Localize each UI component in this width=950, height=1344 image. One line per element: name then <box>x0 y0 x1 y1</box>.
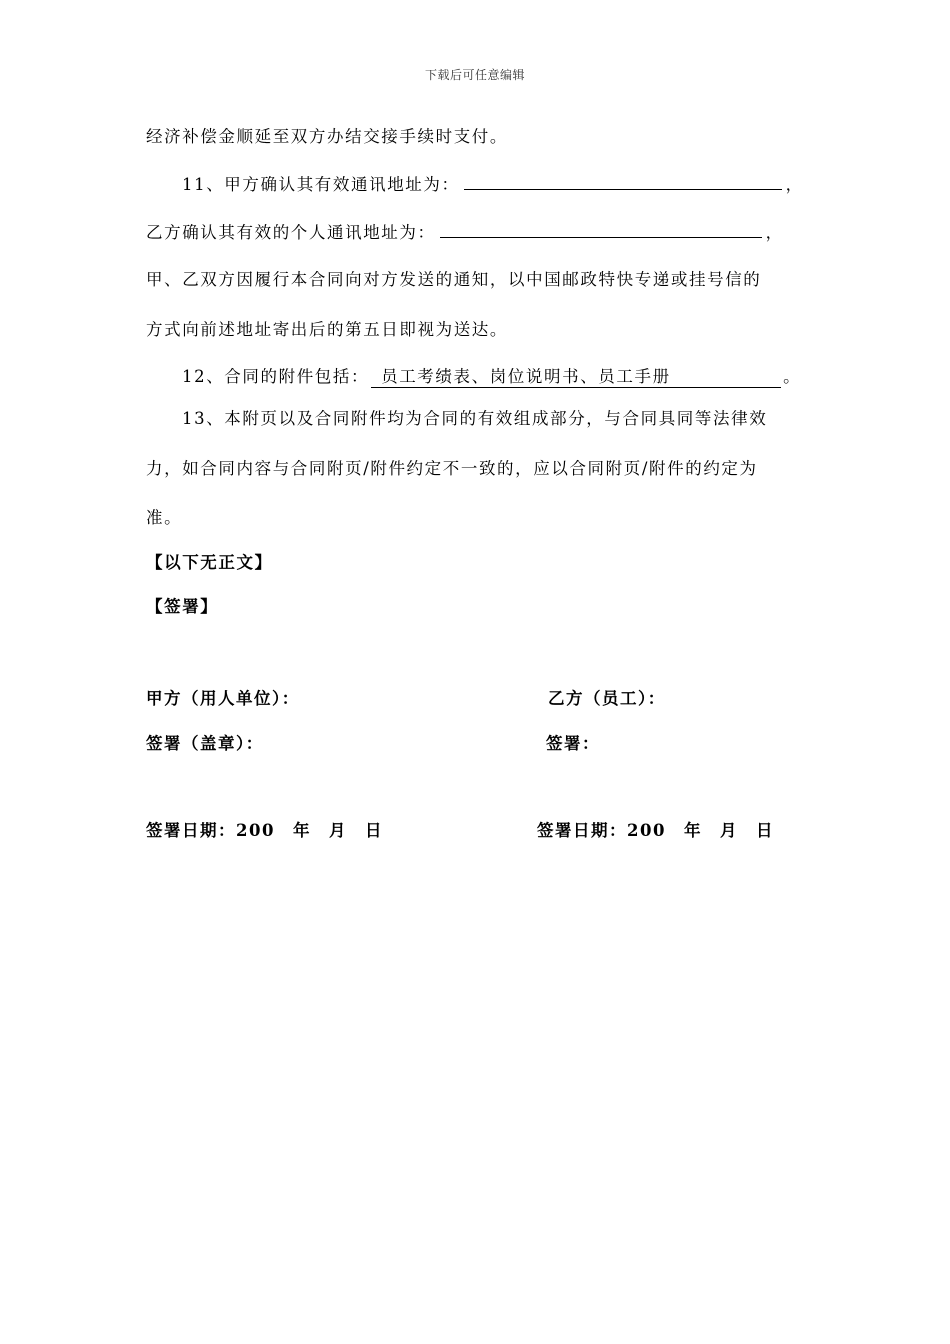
period: 。 <box>783 367 802 386</box>
clause-12-line <box>182 367 801 388</box>
party-a-label: 甲方（用人单位）： <box>146 689 300 708</box>
paragraph-line: 方式向前述地址寄出后的第五日即视为送达。 <box>146 320 508 339</box>
party-a-sign-label: 签署（盖章）： <box>146 734 264 753</box>
attachments-fill: 员工考绩表、岗位说明书、员工手册 <box>371 367 781 388</box>
paragraph-line: 经济补偿金顺延至双方办结交接手续时支付。 <box>146 127 508 146</box>
party-a-sign-date: 签署日期：200 年 月 日 <box>146 821 383 840</box>
comma: ， <box>785 175 804 194</box>
party-b-sign-date: 签署日期：200 年 月 日 <box>537 821 774 840</box>
party-a-address-blank[interactable] <box>464 173 782 190</box>
paragraph-line: 力，如合同内容与合同附页/附件约定不一致的，应以合同附页/附件的约定为 <box>146 459 758 478</box>
clause-13-line: 13、本附页以及合同附件均为合同的有效组成部分，与合同具同等法律效 <box>182 409 768 428</box>
paragraph-line: 甲、乙双方因履行本合同向对方发送的通知，以中国邮政特快专递或挂号信的 <box>146 270 762 289</box>
clause-11-text: 11、甲方确认其有效通讯地址为： <box>182 175 460 194</box>
paragraph-line: 准。 <box>146 508 183 527</box>
clause-11-line <box>182 173 804 195</box>
party-b-address-line <box>146 221 784 243</box>
page-header: 下载后可任意编辑 <box>424 68 525 82</box>
comma: ， <box>765 223 784 242</box>
party-b-label: 乙方（员工）： <box>548 689 666 708</box>
clause-12-text: 12、合同的附件包括： <box>182 367 370 386</box>
signature-heading: 【签署】 <box>146 597 219 616</box>
party-b-sign-label: 签署： <box>546 734 600 753</box>
no-more-text-marker: 【以下无正文】 <box>146 553 273 572</box>
party-b-address-text: 乙方确认其有效的个人通讯地址为： <box>146 223 436 242</box>
party-b-address-blank[interactable] <box>440 221 762 238</box>
